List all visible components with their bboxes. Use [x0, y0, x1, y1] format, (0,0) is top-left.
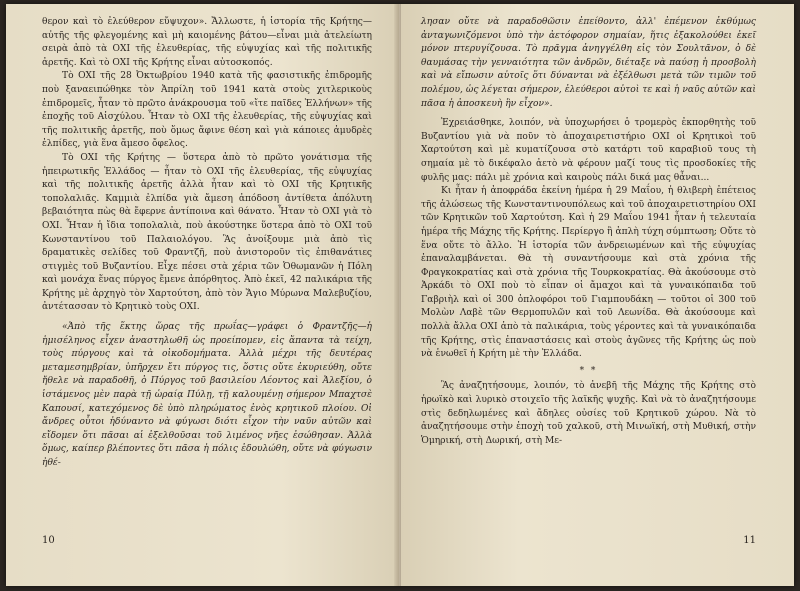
left-page: [6, 4, 399, 586]
left-page-text: [42, 16, 372, 471]
page-number-right: 11: [743, 535, 756, 546]
paragraph: Ἂς ἀναζητήσουμε, λοιπόν, τὸ ἀνεβῆ τῆς Μάχης τῆς Κρήτης στὸ ἡρωϊκὸ καὶ λυρικὸ στοιχεῖο τῆς λαϊκῆς ψυχῆς. Καὶ νὰ τὸ ἀναζητήσουμε στὶς δεδηλωμένες καὶ ἄδηλες οὐσίες τοῦ Κρητικοῦ χώρου. Νὰ τὸ ἀναζητήσουμε στὴν ἐποχὴ τοῦ χαλκοῦ, στὴ Μινωϊκή, στὴ Μυθική, στὴν Ὁμηρική, στὴ Δωρική, στὴ Με-: [421, 381, 756, 446]
right-page-text: [421, 16, 756, 448]
quote-paragraph: «Ἀπὸ τῆς ἕκτης ὥρας τῆς πρωΐας—γράφει ὁ Φραντζῆς—ἡ ἡμισέληνος εἶχεν ἀναστηλωθῆ ὡς προείπομεν, εἰς ἅπαντα τὰ τείχη, τοὺς πύργους καὶ τὰ οἰκοδομήματα. Ἀλλὰ μέχρι τῆς δευτέρας μεταμεσημβρίαν, ὑπῆρχεν ἔτι πύργος τις, ὅστις οὔτε ἐκυριεύθη, οὔτε ἤθελε νὰ παραδοθῆ, ὁ Πύργος τοῦ βασιλείου Λέοντος καὶ Ἀλεξίου, ὁ ἱστάμενος μὲν παρὰ τῇ ὡραίᾳ Πύλῃ, τῇ καλουμένῃ σήμερον Μπαχτσὲ Καπουσί, κατεχόμενος δὲ ὑπὸ πληρώματος ἑνὸς κρητικοῦ πλοίου. Οἱ ἄνδρες οὗτοι ἠδύναντο νὰ φύγωσι διότι εἶχον τὴν ναῦν αὐτῶν καὶ εἴδομεν ὅτι πᾶσαι αἱ ἐξελθοῦσαι τοῦ λιμένος νῆες ἐσώθησαν. Ἀλλὰ ὅμως, καίπερ βλέποντες ὅτι πᾶσα ἡ πόλις ἑδουλώθη, οὔτε νὰ φύγωσιν ἠθέ-: [42, 322, 372, 468]
paragraph: Κι ἦταν ἡ ἀποφράδα ἐκείνη ἡμέρα ἡ 29 Μαΐου, ἡ θλιβερὴ ἐπέτειος τῆς ἁλώσεως τῆς Κωνσταντινουπόλεως καὶ τοῦ ἀποχαιρετιστηρίου ΟΧΙ τῶν Κρητικῶν τοῦ Χαρτούτση. Καὶ ἡ 29 Μαΐου 1941 ἦταν ἡ τελευταία ἡμέρα τῆς Μάχης τῆς Κρήτης. Περίεργο ἢ ἁπλὴ τύχη σύμπτωση; Οὔτε τὸ ἕνα οὔτε τὸ ἄλλο. Ἡ ἱστορία τῶν ἀνδρειωμένων καὶ τῆς εὐψυχίας ἐπαναλαμβάνεται. Θὰ τὴ συναντήσουμε καὶ στὰ χρόνια τῆς Φραγκοκρατίας καὶ στὰ χρόνια τῆς Τουρκοκρατίας. Θὰ ἀκούσουμε στὸ Ἀρκάδι τὸ ΟΧΙ ποὺ τὸ εἶπαν οἱ ἄμαχοι καὶ τὰ γυναικόπαιδα τοῦ Γαβριὴλ καὶ οἱ 300 ὁπλοφόροι τοῦ Γιαμπουδάκη — τοῦτοι οἱ 300 τοῦ Μολὼν Λαβὲ τῶν Θερμοπυλῶν καὶ τοῦ Λεωνίδα. Θὰ ἀκούσουμε καὶ πολλὰ ἄλλα ΟΧΙ ἀπὸ τὰ παλικάρια, τοὺς γέροντες καὶ τὰ γυναικόπαιδα τῆς Κρήτης, στὶς ἐπαναστάσεις καὶ στοὺς ἀγῶνες τῆς Κρήτης ὡς ποὺ νὰ ἑνωθεῖ ἡ Κρήτη μὲ τὴν Ἑλλάδα.: [421, 186, 756, 360]
paragraph: Ἐχρειάσθηκε, λοιπόν, νὰ ὑποχωρήσει ὁ τρομερὸς ἐκπορθητὴς τοῦ Βυζαντίου γιὰ νὰ ποῦν τὸ ἀποχαιρετιστήριο ΟΧΙ οἱ Κρητικοὶ τοῦ Χαρτούτση καὶ μὲ κυματίζουσα στὸ κατάρτι τοῦ καραβιοῦ τους τὴ σημαία μὲ τὸ δικέφαλο ἀετὸ νὰ φέρουν μαζί τους τὶς προσδοκίες τῆς φυλῆς μας: πάλι μὲ χρόνια καὶ καιροὺς πάλι δικά μας θἆναι...: [421, 118, 756, 183]
quote-continuation: λησαν οὔτε νὰ παραδοθῶσιν ἐπείθοντο, ἀλλ' ἐπέμενον ἐκθύμως ἀνταγωνιζόμενοι ὑπὸ τὴν ἀετόφορον σημαίαν, ἥτις ἐξακολούθει ἐκεῖ μόνον πτερυγίζουσα. Τὸ πρᾶγμα ἀνηγγέλθη εἰς τὸν Σουλτᾶνον, ὁ δὲ θαυμάσας τὴν γενναιότητα τῶν ἀνδρῶν, διέταξε νὰ παύσῃ ἡ προσβολὴ καὶ νὰ εἴπωσιν αὐτοῖς ὅτι δύνανται νὰ ἐξέλθωσι μετὰ τῶν τιμῶν τοῦ πολέμου, ὡς λέγεται σήμερον, ἐλεύθεροι αὐτοὶ τε καὶ ἡ ναῦς αὐτῶν καὶ πᾶσα ἡ ἀποσκευὴ ἣν εἶχον».: [421, 17, 756, 109]
paragraph: Τὸ ΟΧΙ τῆς 28 Ὀκτωβρίου 1940 κατὰ τῆς φασιστικῆς ἐπιδρομῆς ποὺ ξαναειπώθηκε τὸν Ἀπρίλη τοῦ 1941 κατὰ στοὺς χιτλερικοὺς ἐπιδρομεῖς, ἦταν τὸ πρῶτο ἀνάκρουσμα τοῦ «ἴτε παῖδες Ἑλλήνων» τῆς ἐποχῆς τοῦ Αἰσχύλου. Ἦταν τὸ ΟΧΙ τῆς ἐλευθερίας, τῆς εὐψυχίας καὶ τῆς πολιτικῆς ἀρετῆς, ποὺ ὅμως ἄφινε θέση καὶ γιὰ κάποιες ἀμυδρὲς ἐλπίδες, γιὰ ἕνα ἄμεσο ὄφελος.: [42, 71, 372, 150]
section-separator: * *: [579, 365, 598, 376]
book-spread: [6, 4, 794, 586]
paragraph: Τὸ ΟΧΙ τῆς Κρήτης — ὕστερα ἀπὸ τὸ πρῶτο γονάτισμα τῆς ἠπειρωτικῆς Ἑλλάδος — ἦταν τὸ ΟΧΙ τῆς ἐλευθερίας, τῆς εὐψυχίας καὶ τῆς πολιτικῆς ἀρετῆς ἀλλὰ ἦταν καὶ τὸ ΟΧΙ τῆς Κρητικῆς τοπολαλιᾶς. Καμμιὰ ἐλπίδα γιὰ ἄμεση ἀπόδοση ἀντίθετα ἀπόλυτη βεβαιότητα πὼς θὰ ἔφερνε ἀντίποινα καὶ θάνατο. Ἦταν τὸ ΟΧΙ γιὰ τὸ ΟΧΙ. Ἦταν ἡ ἴδια τοπολαλιὰ, ποὺ ἀκούστηκε ὕστερα ἀπὸ τὸ ΟΧΙ τοῦ Κωνσταντίνου τοῦ Παλαιολόγου. Ἂς ἀνοίξουμε μιὰ ἀπὸ τὶς δραματικὲς σελίδες τοῦ Φραντζῆ, ποὺ ἀνιστοροῦν τὶς ἐπιθανάτιες στιγμὲς τοῦ Βυζαντίου. Εἶχε πέσει στὰ χέρια τῶν Ὀθωμανῶν ἡ Πόλη καὶ μονάχα ἕνας πύργος ἔμενε ἀπόρθητος. Ἀπὸ ἐκεῖ, 42 παλικάρια τῆς Κρήτης μὲ ἀρχηγὸ τὸν Χαρτούτση, ἀπὸ τὸν Ἅγιο Μύρωνα Μαλεβυζίου, ἀντέτασσαν τὸ Κρητικὸ τοὺς ΟΧΙ.: [42, 152, 372, 313]
paragraph: θερον καὶ τὸ ἐλεύθερον εὔψυχον». Ἄλλωστε, ἡ ἱστορία τῆς Κρήτης—αὐτῆς τῆς φλεγομένης καὶ μὴ καιομένης βάτου—εἶναι μιὰ ἀτελείωτη σειρὰ ἀπὸ τὰ ΟΧΙ τῆς ἐλευθερίας, τῆς εὐψυχίας καὶ τῆς πολιτικῆς ἀρετῆς. Καὶ τὸ ΟΧΙ τῆς Κρήτης εἶναι αὐτοσκοπός.: [42, 17, 372, 68]
page-number-left: 10: [42, 535, 55, 546]
right-page: [401, 4, 794, 586]
